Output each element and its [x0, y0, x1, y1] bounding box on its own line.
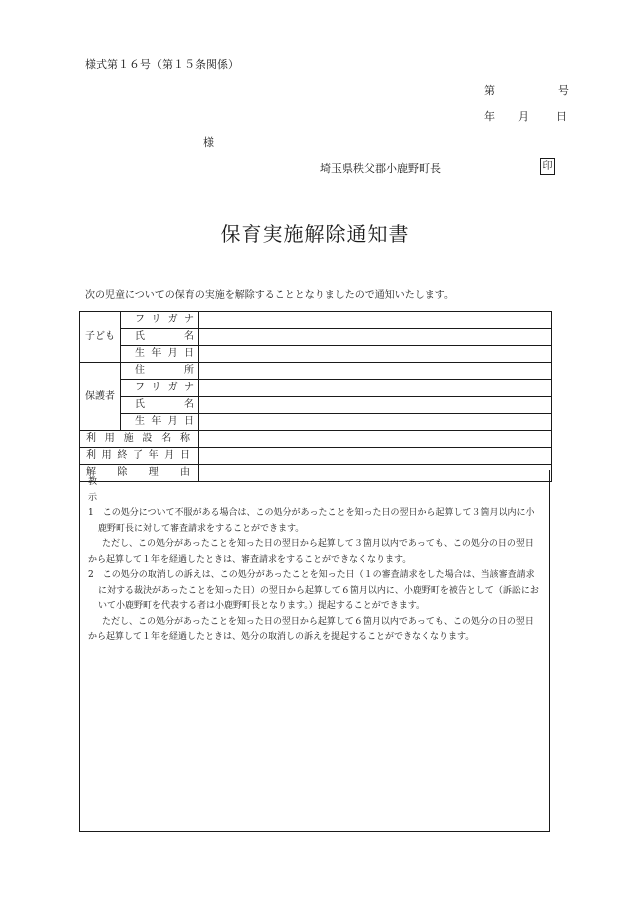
guardian-address-field[interactable]	[199, 363, 552, 380]
reason-label: 解 除 理 由	[80, 465, 199, 482]
facility-name-field[interactable]	[199, 431, 552, 448]
appeal-notice	[79, 470, 550, 832]
child-group-label: 子ども	[80, 312, 121, 363]
child-birthdate-field[interactable]	[199, 346, 552, 363]
issuer-name: 埼玉県秩父郡小鹿野町長	[320, 162, 441, 175]
date-year-label: 年	[484, 110, 495, 123]
child-name-field[interactable]	[199, 329, 552, 346]
guardian-furigana-field[interactable]	[199, 380, 552, 397]
date-day-label: 日	[556, 110, 567, 123]
notice-item-1: 1 この処分について不服がある場合は、この処分があったことを知った日の翌日から起算して３箇月以内に小鹿野町長に対して審査請求をすることができます。	[88, 508, 535, 534]
document-number-prefix: 第	[484, 84, 495, 97]
child-furigana-label: フ リ ガ ナ	[121, 312, 199, 329]
end-date-label: 利 用 終 了 年 月 日	[80, 448, 199, 465]
guardian-name-label: 氏 名	[121, 397, 199, 414]
child-furigana-field[interactable]	[199, 312, 552, 329]
notice-item-2: 2 この処分の取消しの訴えは、この処分があったことを知った日（１の審査請求をした場合は、当該審査請求に対する裁決があったことを知った日）の翌日から起算して６箇月以内に、小鹿野町を被告として（訴訟において小鹿野町を代表する者は小鹿野町長となります。）提起することができます。	[88, 570, 539, 611]
guardian-group-label: 保護者	[80, 363, 121, 431]
guardian-name-field[interactable]	[199, 397, 552, 414]
guardian-birthdate-field[interactable]	[199, 414, 552, 431]
notice-item-1-proviso: ただし、この処分があったことを知った日の翌日から起算して３箇月以内であっても、この処分の日の翌日から起算して１年を経過したときは、審査請求をすることができなくなります。	[88, 539, 534, 565]
guardian-address-label: 住 所	[121, 363, 199, 380]
end-date-field[interactable]	[199, 448, 552, 465]
document-title: 保育実施解除通知書	[220, 222, 410, 246]
recipient-honorific: 様	[203, 136, 214, 149]
guardian-furigana-label: フ リ ガ ナ	[121, 380, 199, 397]
intro-text: 次の児童についての保育の実施を解除することとなりましたので通知いたします。	[85, 290, 454, 301]
notice-heading: 教示	[88, 477, 104, 503]
date-month-label: 月	[518, 110, 529, 123]
document-number-suffix: 号	[558, 84, 569, 97]
notice-item-2-proviso: ただし、この処分があったことを知った日の翌日から起算して６箇月以内であっても、この処分の日の翌日から起算して１年を経過したときは、処分の取消しの訴えを提起することができなくなります。	[88, 616, 534, 642]
child-name-label: 氏 名	[121, 329, 199, 346]
guardian-birthdate-label: 生 年 月 日	[121, 414, 199, 431]
child-info-table	[79, 311, 552, 482]
form-number: 様式第１６号（第１５条関係）	[85, 58, 239, 71]
child-birthdate-label: 生 年 月 日	[121, 346, 199, 363]
seal-mark: 印	[540, 158, 555, 175]
facility-name-label: 利 用 施 設 名 称	[80, 431, 199, 448]
